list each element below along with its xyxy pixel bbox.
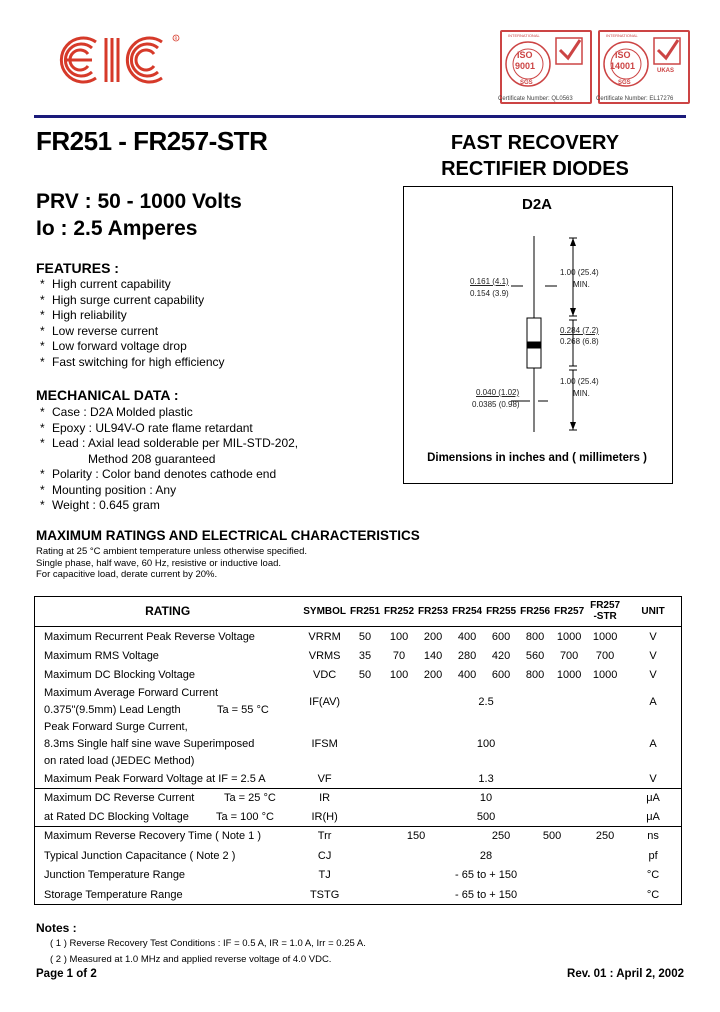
row-label-line [44,702,299,719]
ratings-table [34,596,682,905]
io-spec: Io : 2.5 Amperes [36,217,198,240]
table-row [34,789,682,808]
row-symbol: IFSM [311,738,338,750]
cell: 400 [450,627,484,647]
row-label-line: 8.3ms Single half sine wave Superimposed [44,737,255,750]
row-label [34,685,301,719]
row-label [34,719,301,770]
dim-lead-bot-min: MIN. [573,389,590,398]
cell: 560 [525,650,545,662]
dim-lead-dia-max: 0.040 (1.02) [476,388,520,397]
row-unit: A [649,738,657,750]
row-label [34,789,301,808]
table-row [34,846,682,866]
diagram-caption: Dimensions in inches and ( millimeters ) [427,452,647,464]
table-row [34,770,682,789]
ratings-heading: MAXIMUM RATINGS AND ELECTRICAL CHARACTERISTICS [36,528,420,543]
row-label: Maximum Reverse Recovery Time ( Note 1 ) [34,827,301,846]
row-unit: μA [646,810,660,823]
list-item: * Low reverse current [36,324,225,340]
cell: 600 [484,627,518,647]
dim-body-dia-max: 0.161 (4.1) [470,277,509,286]
note-2: ( 2 ) Measured at 1.0 MHz and applied reverse voltage of 4.0 VDC. [50,954,332,965]
cell: 200 [416,627,450,647]
row-condition: Ta = 55 °C [217,703,269,716]
row-condition: Ta = 25 °C [224,792,276,805]
row-label: Typical Junction Capacitance ( Note 2 ) [44,849,236,862]
cert2-number: Certificate Number: EL17276 [596,96,674,102]
row-unit: °C [646,869,660,881]
table-row [34,647,682,666]
iso14001-badge [598,30,690,104]
row-label-line: Peak Forward Surge Current, [44,720,188,733]
table-row [34,685,682,719]
col-header: FR257 [554,605,585,617]
cell: 400 [457,669,477,681]
cell: 500 [518,827,586,846]
iso9001-top: INTERNATIONAL [508,33,540,38]
cell: 200 [423,669,443,681]
mechanical-heading: MECHANICAL DATA : [36,387,179,403]
features-heading: FEATURES : [36,260,119,276]
cell: 150 [348,827,484,846]
list-item [36,436,298,467]
table-row [34,719,682,770]
dim-lead-dia-min: 0.0385 (0.98) [472,400,520,409]
col-header: FR255 [486,605,517,617]
cell: 700 [595,650,615,662]
lead-line-cont: Method 208 guaranteed [88,451,216,466]
product-title-line1: FAST RECOVERY [450,132,620,154]
list-item: * Case : D2A Molded plastic [36,405,298,421]
dim-lead-bot-length: 1.00 (25.4) [560,377,599,386]
row-symbol: VRMS [308,650,341,662]
iso9001-iso: ISO [517,50,533,60]
row-label-line2: 0.375"(9.5mm) Lead Length [44,703,181,716]
cell: 28 [479,849,493,862]
condition-line: For capacitive load, derate current by 20%. [36,569,218,580]
cell: 1000 [556,669,582,681]
mechanical-list [36,405,298,514]
row-unit: V [624,627,682,647]
list-item: * High current capability [36,277,225,293]
iso14001-num: 14001 [610,61,636,71]
row-label-line: at Rated DC Blocking Voltage [44,810,189,823]
row-unit: V [649,772,657,785]
cell: 250 [586,827,624,846]
table-row [34,885,682,905]
table-row [34,627,682,647]
cell: 50 [358,669,372,681]
spec-summary [36,188,242,242]
prv-spec: PRV : 50 - 1000 Volts [36,190,242,213]
table-row [34,827,682,846]
table-row [34,866,682,885]
lead-line: Lead : Axial lead solderable per MIL-STD-202, [52,436,299,450]
condition-line: Rating at 25 °C ambient temperature unless otherwise specified. [36,546,307,557]
row-symbol: Trr [301,827,348,846]
cell: 50 [348,627,382,647]
row-label-line: Maximum Average Forward Current [44,686,219,699]
rating-conditions [36,546,307,581]
row-symbol: VDC [313,669,337,681]
col-header: RATING [145,604,191,618]
cell: - 65 to + 150 [455,869,518,881]
dim-body-len-max: 0.284 (7.2) [560,326,599,335]
cell: 250 [484,827,518,846]
iso14001-top: INTERNATIONAL [606,33,638,38]
row-symbol: IF(AV) [309,695,341,708]
cell: 1.3 [478,772,494,785]
row-unit: °C [646,888,660,901]
header-rule [34,115,686,118]
package-name: D2A [521,196,552,213]
page-number: Page 1 of 2 [36,968,97,980]
list-item: * Low forward voltage drop [36,339,225,355]
cell: 1000 [586,627,624,647]
row-symbol: VF [317,772,332,785]
list-item: * Fast switching for high efficiency [36,355,225,371]
row-symbol: TSTG [309,888,340,901]
dim-body-dia-min: 0.154 (3.9) [470,289,509,298]
row-label: Storage Temperature Range [44,888,183,901]
col-header: FR252 [384,605,415,617]
cell: 70 [392,650,406,662]
product-title-line2: RECTIFIER DIODES [441,158,629,180]
cell: 100 [382,627,416,647]
col-header: FR257 -STR [590,600,621,622]
row-label: Maximum DC Blocking Voltage [44,669,196,681]
cell: 35 [358,650,372,662]
list-item: * High surge current capability [36,293,225,309]
col-header: FR253 [418,605,449,617]
svg-text:R: R [174,36,178,41]
cell: - 65 to + 150 [455,888,518,901]
cell: 1000 [592,669,618,681]
row-label: Maximum Recurrent Peak Reverse Voltage [34,627,301,647]
list-item: * Polarity : Color band denotes cathode end [36,467,298,483]
list-item: * Mounting position : Any [36,483,298,499]
row-label-line: Maximum DC Reverse Current [44,792,195,805]
cell: 10 [348,789,624,808]
cell: 600 [491,669,511,681]
condition-line: Single phase, half wave, 60 Hz, resistive or inductive load. [36,557,282,569]
cert1-number: Certificate Number: QL0563 [498,96,573,102]
table-row [34,808,682,827]
row-unit: V [649,669,657,681]
row-label: Maximum RMS Voltage [44,650,159,662]
dim-lead-top-min: MIN. [573,280,590,289]
iso14001-sgs: SGS [618,80,631,86]
diode-outline-drawing [403,186,671,482]
dim-lead-top-length: 1.00 (25.4) [560,268,599,277]
iso9001-sgs: SGS [520,80,533,86]
product-title [400,130,670,182]
col-header: FR254 [452,605,483,617]
notes-heading: Notes : [36,921,77,935]
row-unit: pf [648,849,658,862]
cell: 800 [525,669,545,681]
list-item: * Epoxy : UL94V-O rate flame retardant [36,421,298,437]
list-item: * Weight : 0.645 gram [36,498,298,514]
iso9001-badge [500,30,592,104]
row-symbol: IR [301,789,348,808]
row-label: Maximum Peak Forward Voltage at IF = 2.5 A [44,772,266,785]
cell: 100 [476,738,496,750]
row-unit: μA [624,789,682,808]
cell: 500 [476,810,496,823]
col-header: UNIT [641,605,665,617]
cell: 100 [389,669,409,681]
iso14001-ukas: UKAS [657,68,675,74]
revision: Rev. 01 : April 2, 2002 [567,968,684,980]
col-header: FR251 [350,605,381,617]
row-symbol: VRRM [301,627,348,647]
cell: 420 [491,650,511,662]
note-1: ( 1 ) Reverse Recovery Test Conditions : IF = 0.5 A, IR = 1.0 A, Irr = 0.25 A. [50,938,366,949]
table-header-row [34,596,682,627]
cell: 280 [457,650,477,662]
part-number: FR251 - FR257-STR [36,126,268,156]
cell: 140 [423,650,443,662]
eic-logo [52,30,182,90]
iso14001-iso: ISO [615,50,631,60]
row-unit: ns [624,827,682,846]
list-item: * High reliability [36,308,225,324]
cell: 2.5 [478,695,494,708]
row-unit: V [649,650,657,662]
table-row [34,666,682,685]
features-list [36,277,225,370]
row-label: Junction Temperature Range [44,869,186,881]
col-header: SYMBOL [303,605,347,617]
col-header: FR256 [520,605,551,617]
row-condition: Ta = 100 °C [216,810,274,823]
cell: 800 [518,627,552,647]
row-label-line: on rated load (JEDEC Method) [44,754,195,767]
cell: 700 [559,650,579,662]
row-symbol: IR(H) [311,810,338,823]
row-symbol: CJ [317,849,332,862]
row-unit: A [649,695,657,708]
cell: 1000 [552,627,586,647]
row-label [34,808,301,827]
dim-body-len-min: 0.268 (6.8) [560,337,599,346]
iso9001-num: 9001 [515,61,536,71]
row-symbol: TJ [318,869,331,881]
